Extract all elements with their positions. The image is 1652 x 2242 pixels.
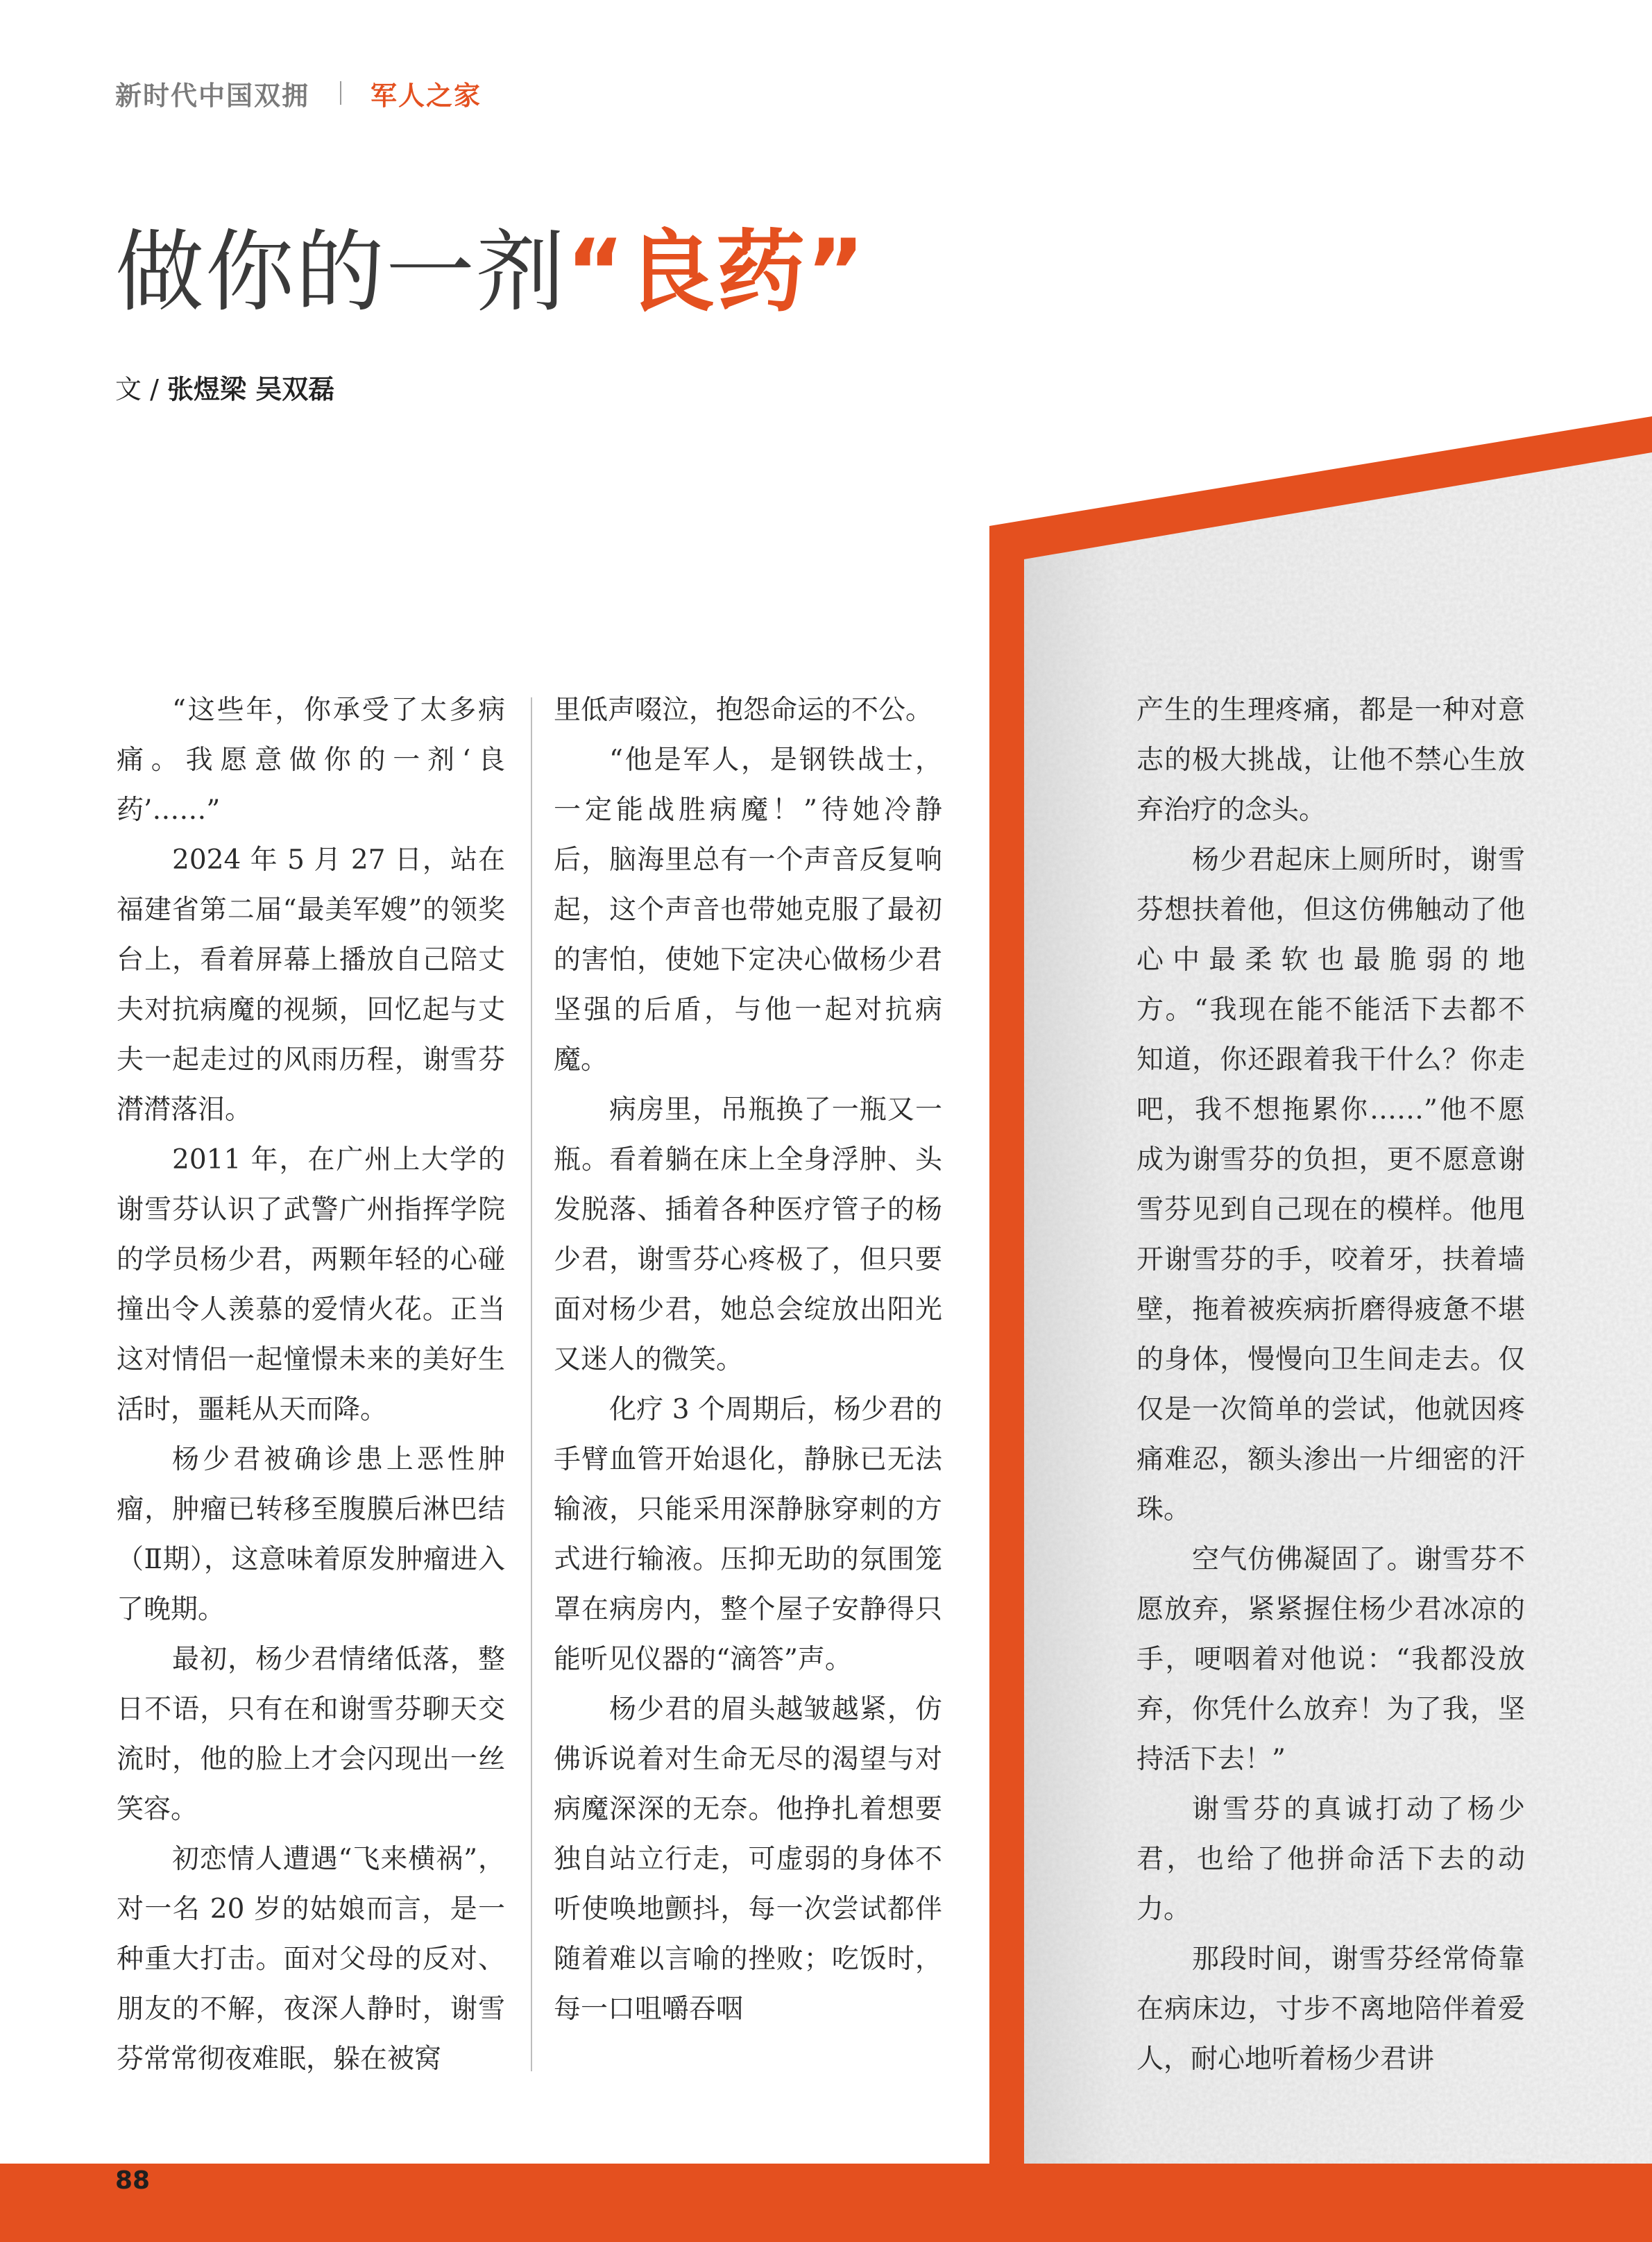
byline <box>115 368 334 406</box>
paragraph: “他是军人，是钢铁战士，一定能战胜病魔！”待她冷静后，脑海里总有一个声音反复响起，这个声音也带她克服了最初的害怕，使她下定决心做杨少君坚强的后盾，与他一起对抗病魔。 <box>554 745 942 1076</box>
paragraph: 空气仿佛凝固了。谢雪芬不愿放弃，紧紧握住杨少君冰凉的手，哽咽着对他说：“我都没放弃，你凭什么放弃！为了我，坚持活下去！” <box>1136 1544 1525 1775</box>
paragraph: 2024 年 5 月 27 日，站在福建省第二届“最美军嫂”的领奖台上，看着屏幕上播放自己陪丈夫对抗病魔的视频，回忆起与丈夫一起走过的风雨历程，谢雪芬潸潸落泪。 <box>117 844 505 1126</box>
paragraph: 杨少君被确诊患上恶性肿瘤，肿瘤已转移至腹膜后淋巴结（Ⅱ期），这意味着原发肿瘤进入了晚期。 <box>117 1444 505 1625</box>
byline-prefix: 文 / <box>115 374 167 405</box>
text-column-3 <box>1136 686 1525 2084</box>
paragraph: 谢雪芬的真诚打动了杨少君，也给了他拼命活下去的动力。 <box>1136 1794 1525 1925</box>
magazine-name: 新时代中国双拥 <box>115 80 310 111</box>
paragraph: 杨少君起床上厕所时，谢雪芬想扶着他，但这仿佛触动了他心中最柔软也最脆弱的地方。“我现在能不能活下去都不知道，你还跟着我干什么？你走吧，我不想拖累你……”他不愿成为谢雪芬的负担，更不愿意谢雪芬见到自己现在的模样。他甩开谢雪芬的手，咬着牙，扶着墙壁，拖着被疾病折磨得疲惫不堪的身体，慢慢向卫生间走去。仅仅是一次简单的尝试，他就因疼痛难忍，额头渗出一片细密的汗珠。 <box>1136 844 1525 1525</box>
footer-bar <box>0 2164 1652 2242</box>
paragraph: 杨少君的眉头越皱越紧，仿佛诉说着对生命无尽的渴望与对病魔深深的无奈。他挣扎着想要独自站立行走，可虚弱的身体不听使唤地颤抖，每一次尝试都伴随着难以言喻的挫败；吃饭时，每一口咀嚼吞咽 <box>554 1694 942 2025</box>
paragraph: “这些年，你承受了太多病痛。我愿意做你的一剂‘良药’……” <box>117 695 505 826</box>
page-header <box>115 72 482 114</box>
paragraph: 病房里，吊瓶换了一瓶又一瓶。看着躺在床上全身浮肿、头发脱落、插着各种医疗管子的杨少君，谢雪芬心疼极了，但只要面对杨少君，她总会绽放出阳光又迷人的微笑。 <box>554 1094 942 1375</box>
text-column-1 <box>117 686 505 2084</box>
header-divider <box>340 81 341 105</box>
paragraph: 初恋情人遭遇“飞来横祸”，对一名 20 岁的姑娘而言，是一种重大打击。面对父母的反对、朋友的不解，夜深人静时，谢雪芬常常彻夜难眠，躲在被窝 <box>117 1844 505 2075</box>
text-column-2 <box>554 686 942 2035</box>
page-number: 88 <box>115 2166 151 2195</box>
paragraph: 化疗 3 个周期后，杨少君的手臂血管开始退化，静脉已无法输液，只能采用深静脉穿刺的方式进行输液。压抑无助的氛围笼罩在病房内，整个屋子安静得只能听见仪器的“滴答”声。 <box>554 1394 942 1675</box>
paragraph: 最初，杨少君情绪低落，整日不语，只有在和谢雪芬聊天交流时，他的脸上才会闪现出一丝笑容。 <box>117 1644 505 1825</box>
paragraph: 2011 年，在广州上大学的谢雪芬认识了武警广州指挥学院的学员杨少君，两颗年轻的心碰撞出令人羡慕的爱情火花。正当这对情侣一起憧憬未来的美好生活时，噩耗从天而降。 <box>117 1144 505 1425</box>
section-name: 军人之家 <box>371 80 482 111</box>
paragraph-continued: 里低声啜泣，抱怨命运的不公。 <box>554 695 933 726</box>
column-divider <box>531 697 532 2071</box>
authors: 张煜梁 吴双磊 <box>167 374 335 405</box>
paragraph-continued: 产生的生理疼痛，都是一种对意志的极大挑战，让他不禁心生放弃治疗的念头。 <box>1136 695 1525 826</box>
article-title <box>115 221 866 325</box>
paragraph: 那段时间，谢雪芬经常倚靠在病床边，寸步不离地陪伴着爱人，耐心地听着杨少君讲 <box>1136 1944 1525 2075</box>
title-main: 做你的一剂 <box>115 221 567 324</box>
title-highlight: “良药” <box>566 221 867 324</box>
